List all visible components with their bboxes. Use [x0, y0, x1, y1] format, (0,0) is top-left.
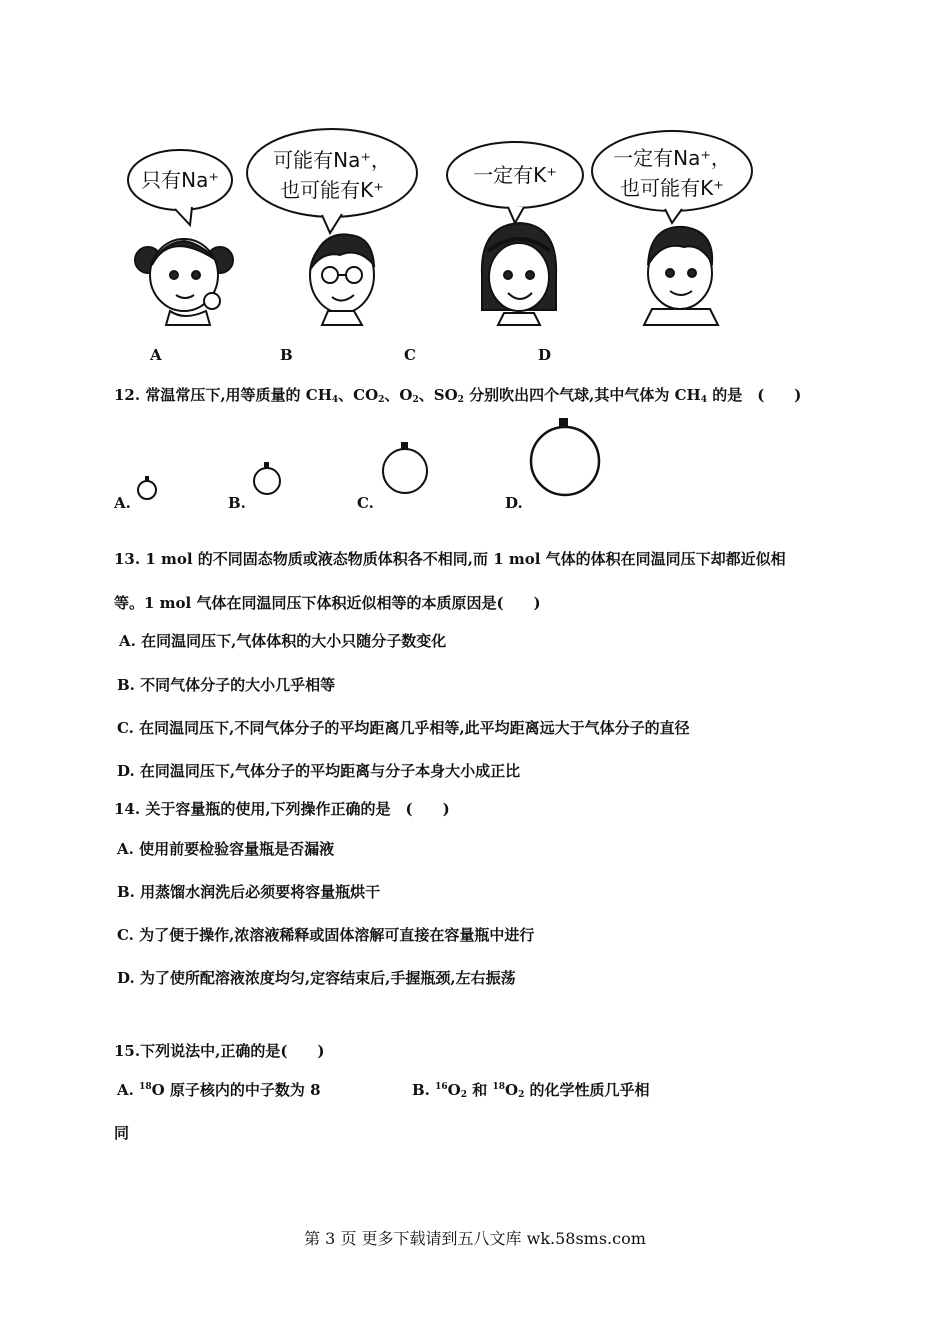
- cartoon-label-d: D: [538, 346, 552, 364]
- bubble-c-text: 一定有K⁺: [473, 163, 557, 187]
- q14-option-a: A. 使用前要检验容量瓶是否漏液: [117, 840, 335, 858]
- cartoon-label-a: A: [150, 346, 162, 364]
- bubble-b-line1: 可能有Na⁺，: [273, 148, 391, 172]
- q12-option-c: C.: [357, 494, 374, 512]
- balloon-b: [254, 462, 280, 494]
- q14-option-d: D. 为了使所配溶液浓度均匀,定容结束后,手握瓶颈,左右振荡: [117, 969, 516, 987]
- question-13-stem-line1: 13. 1 mol 的不同固态物质或液态物质体积各不相同,而 1 mol 气体的体积在同温同压下却都近似相: [114, 550, 786, 568]
- question-15-stem: 15.下列说法中,正确的是( ): [114, 1042, 325, 1060]
- question-13-stem-line2: 等。1 mol 气体在同温同压下体积近似相等的本质原因是( ): [114, 594, 541, 612]
- speech-bubble-b: [247, 129, 417, 233]
- q13-option-b: B. 不同气体分子的大小几乎相等: [117, 676, 336, 694]
- q15-option-b: B. $^{16}O_2$ 和 $^{18}O_2$ 的化学性质几乎相: [412, 1081, 650, 1100]
- q15-option-b-wrap: 同: [114, 1124, 130, 1142]
- bubble-d-line2: 也可能有K⁺: [620, 176, 724, 200]
- bubble-a-text: 只有Na⁺: [141, 168, 219, 192]
- bubble-d-line1: 一定有Na⁺，: [613, 146, 731, 170]
- balloon-d: [531, 418, 599, 495]
- q13-option-d: D. 在同温同压下,气体分子的平均距离与分子本身大小成正比: [117, 762, 521, 780]
- character-boy: [644, 227, 718, 325]
- q12-option-b: B.: [228, 494, 246, 512]
- q12-option-a: A.: [114, 494, 131, 512]
- balloons-figure: [130, 410, 620, 510]
- q15-option-a: A. $^{18}$O 原子核内的中子数为 8: [117, 1081, 321, 1099]
- question-12-stem: 12. 常温常压下,用等质量的 $CH_4$、$CO_2$、$O_2$、$SO_2$ 分别吹出四个气球,其中气体为 $CH_4$ 的是 ( ): [114, 386, 802, 405]
- q13-option-a: A. 在同温同压下,气体体积的大小只随分子数变化: [119, 632, 447, 650]
- cartoon-label-b: B: [280, 346, 293, 364]
- character-girl-headband: [482, 223, 556, 325]
- cartoon-label-c: C: [404, 346, 416, 364]
- character-boy-glasses: [310, 234, 374, 325]
- cartoon-panel: [110, 125, 770, 330]
- q13-option-c: C. 在同温同压下,不同气体分子的平均距离几乎相等,此平均距离远大于气体分子的直径: [117, 719, 690, 737]
- speech-bubble-a: [128, 150, 232, 225]
- q12-option-d: D.: [505, 494, 523, 512]
- bubble-b-line2: 也可能有K⁺: [280, 178, 384, 202]
- balloon-c: [383, 442, 427, 493]
- speech-bubble-d: [592, 131, 752, 223]
- q14-option-c: C. 为了便于操作,浓溶液稀释或固体溶解可直接在容量瓶中进行: [117, 926, 535, 944]
- speech-bubble-c: [447, 142, 583, 223]
- question-14-stem: 14. 关于容量瓶的使用,下列操作正确的是 ( ): [114, 800, 450, 818]
- character-girl-pigtails: [135, 239, 233, 325]
- balloon-a: [138, 476, 156, 499]
- q14-option-b: B. 用蒸馏水润洗后必须要将容量瓶烘干: [117, 883, 381, 901]
- page-footer: 第 3 页 更多下载请到五八文库 wk.58sms.com: [304, 1229, 646, 1248]
